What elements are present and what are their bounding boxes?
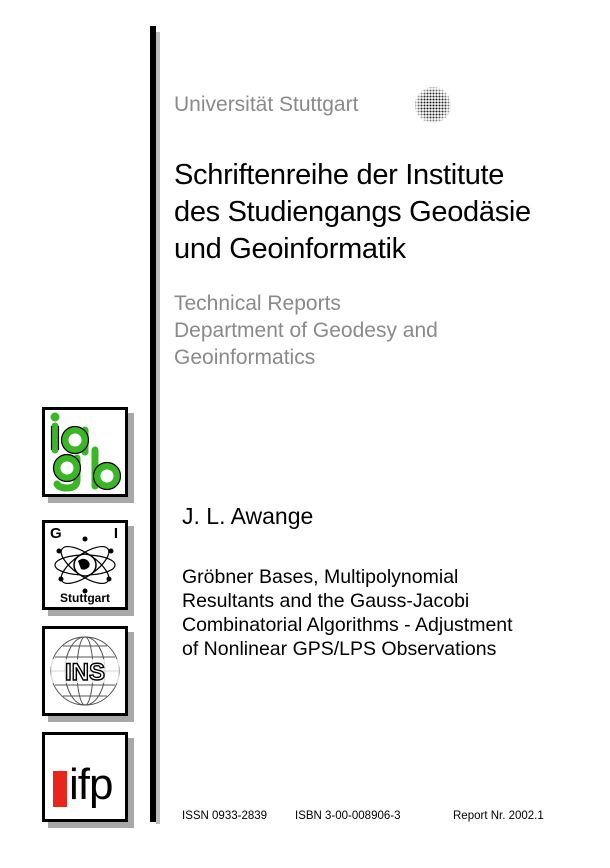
report-title-line: Gröbner Bases, Multipolynomial [182, 566, 459, 588]
spine-shadow [156, 32, 160, 824]
ins-text: INS [64, 659, 106, 686]
iagb-logo [42, 407, 128, 497]
report-number: Report Nr. 2002.1 [453, 810, 544, 822]
issn-number: ISSN 0933-2839 [182, 810, 268, 822]
report-title-line: Resultants and the Gauss-Jacobi [182, 590, 470, 612]
author-name: J. L. Awange [182, 503, 314, 529]
gis-letter-i: I [113, 525, 118, 542]
report-title [182, 565, 513, 661]
series-title [174, 157, 531, 268]
technical-reports-subtitle [174, 290, 438, 371]
ifp-logo [42, 732, 128, 822]
gis-letter-g: G [50, 525, 62, 542]
ifp-text: ifp [69, 760, 113, 809]
report-title-line: of Nonlinear GPS/LPS Observations [182, 638, 497, 660]
subtitle-line: Department of Geodesy and [174, 319, 438, 342]
gis-caption: Stuttgart [60, 591, 110, 605]
university-seal-icon [414, 86, 452, 124]
report-title-line: Combinatorial Algorithms - Adjustment [182, 614, 513, 636]
isbn-number: ISBN 3-00-008906-3 [295, 810, 401, 822]
subtitle-line: Technical Reports [174, 292, 341, 315]
university-name: Universität Stuttgart [174, 93, 359, 116]
iagb-logo-icon [45, 410, 125, 494]
vertical-rule [150, 26, 156, 822]
ifp-red-block [53, 771, 67, 807]
series-title-line: und Geoinformatik [174, 233, 406, 265]
series-title-line: Schriftenreihe der Institute [174, 159, 505, 191]
subtitle-line: Geoinformatics [174, 346, 316, 369]
globe-orbit-icon [45, 527, 125, 597]
ins-globe-icon [45, 629, 125, 713]
ins-logo [42, 626, 128, 716]
gis-stuttgart-logo [42, 520, 128, 610]
series-title-line: des Studiengangs Geodäsie [174, 196, 531, 228]
